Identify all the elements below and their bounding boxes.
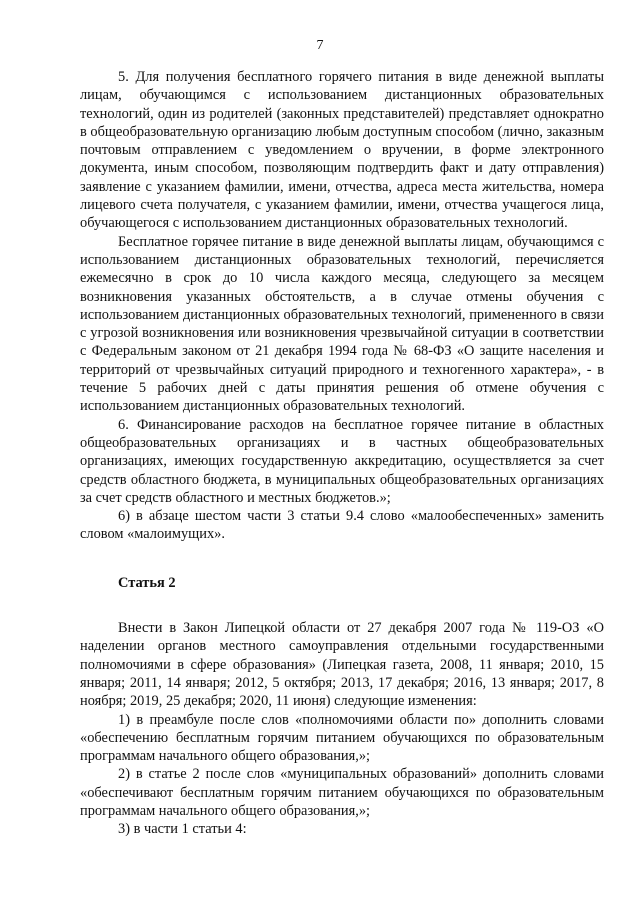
- article-heading: Статья 2: [118, 574, 176, 591]
- paragraph-payment-terms: Бесплатное горячее питание в виде денежной выплаты лицам, обучающимся с использованием дистанционных образовательных технологий, перечисляется ежемесячно в срок до 10 числа каждого месяца, следующего за месяцем возникновения указанных обстоятельств, а в случае отмены обучения с использованием дистанционных образовательных технологий, примененного в связи с угрозой возникновения или возникновения чрезвычайной ситуации в соответствии с Федеральным законом от 21 декабря 1994 года № 68-ФЗ «О защите населения и территорий от чрезвычайных ситуаций природного и техногенного характера», - в течение 5 рабочих дней с даты принятия решения об отмене обучения с использованием дистанционных образовательных технологий.: [80, 233, 604, 415]
- paragraph-amendment-2: 2) в статье 2 после слов «муниципальных образований» дополнить словами «обеспечивают бесплатным горячим питанием обучающихся по образовательным программам начального общего образования,»;: [80, 766, 604, 819]
- paragraph-amendment-3: 3) в части 1 статьи 4:: [118, 821, 247, 838]
- paragraph-amendment-6: 6) в абзаце шестом части 3 статьи 9.4 слово «малообеспеченных» заменить словом «малоимущих».: [80, 508, 604, 543]
- paragraph-article-2-intro: Внести в Закон Липецкой области от 27 декабря 2007 года № 119-ОЗ «О наделении органов местного самоуправления отдельными государственными полномочиями в сфере образования» (Липецкая газета, 2008, 11 января; 2010, 15 января; 2011, 14 января; 2012, 5 октября; 2013, 17 декабря; 2016, 13 января; 2017, 8 ноября; 2019, 25 декабря; 2020, 11 июня) следующие изменения:: [80, 620, 604, 710]
- paragraph-item-6-financing: 6. Финансирование расходов на бесплатное горячее питание в областных общеобразовательных организациях и в частных общеобразовательных организациях, имеющих государственную аккредитацию, осуществляется за счет средств областного бюджета, в муниципальных общеобразовательных организациях за счет средств областного и местных бюджетов.»;: [80, 416, 604, 506]
- paragraph-amendment-1: 1) в преамбуле после слов «полномочиями области по» дополнить словами «обеспечению бесплатным горячим питанием обучающихся по образовательным программам начального общего образования,»;: [80, 711, 604, 765]
- paragraph-item-5: 5. Для получения бесплатного горячего питания в виде денежной выплаты лицам, обучающимся с использованием дистанционных образовательных технологий, один из родителей (законных представителей) представляет однократно в общеобразовательную организацию любым доступным способом (лично, заказным почтовым отправлением с уведомлением о вручении, в форме электронного документа, иным способом, позволяющим подтвердить факт и дату отправления) заявление с указанием фамилии, имени, отчества, адреса места жительства, номера лицевого счета получателя, с указанием фамилии, имени, отчества учащегося лица, обучающегося с использованием дистанционных образовательных технологий.: [80, 69, 604, 232]
- document-body: [80, 68, 604, 839]
- page-number: 7: [316, 38, 324, 53]
